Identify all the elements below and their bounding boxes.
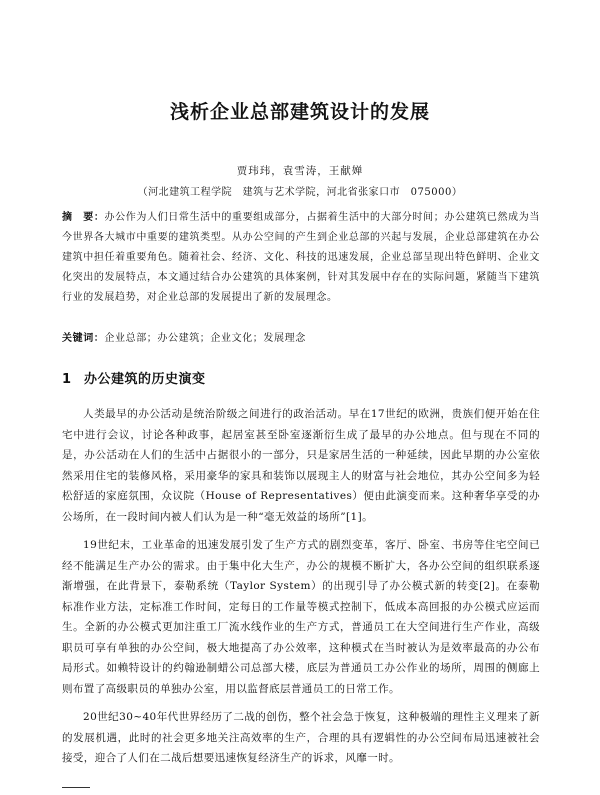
- section-number: 1: [62, 372, 72, 387]
- body-paragraph-1: 人类最早的办公活动是统治阶级之间进行的政治活动。早在17世纪的欧洲，贵族们便开始在住宅中进行会议，讨论各种政事，起居室甚至卧室逐渐衍生成了最早的办公地点。但与现在不同的是，办公活动在人们的生活中占据很小的一部分，只是家居生活的一种延续，因此早期的办公室依然采用住宅的装修风格，采用豪华的家具和装饰以展现主人的财富与社会地位，其办公空间多为轻松舒适的家庭氛围，众议院（House of Representatives）便由此演变而来。这种奢华享受的办公场所，在一段时间内被人们认为是一种“毫无效益的场所”[1]。: [62, 408, 540, 523]
- keywords: [62, 331, 540, 347]
- section-heading: [62, 368, 206, 387]
- abstract: [62, 208, 540, 308]
- footnote-rule: [62, 787, 90, 788]
- abstract-label: 摘 要：: [62, 212, 105, 223]
- keywords-text: 企业总部；办公建筑；企业文化；发展理念: [104, 333, 306, 344]
- section-title: 办公建筑的历史演变: [84, 372, 206, 387]
- author-list: 贾玮玮，袁雪涛，王献婵: [236, 165, 364, 177]
- paper-title: 浅析企业总部建筑设计的发展: [169, 101, 430, 123]
- body-paragraph-3: 20世纪30~40年代世界经历了二战的创伤，整个社会急于恢复，这种极端的理性主义理来了新的发展机遇，此时的社会更多地关注高效率的生产，合理的具有逻辑性的办公空间布局迅速被社会接受，迎合了人们在二战后想要迅速恢复经济生产的诉求，风靡一时。: [62, 711, 540, 764]
- keywords-label: 关键词：: [62, 333, 105, 344]
- body-paragraph-2: 19世纪末，工业革命的迅速发展引发了生产方式的剧烈变革，客厅、卧室、书房等住宅空间已经不能满足生产办公的需求。由于集中化大生产，办公的规模不断扩大，各办公空间的组织联系逐渐增强，在此背景下，泰勒系统（Taylor System）的出现引导了办公模式新的转变[2]。在泰勒标准作业方法，定标准工作时间，定每日的工作量等模式控制下，低成本高回报的办公模式应运而生。全新的办公模式更加注重工厂流水线作业的生产方式，普通员工在大空间进行生产作业，高级职员可享有单独的办公空间，极大地提高了办公效率，这种模式在当时被认为是效率最高的办公布局形式。如赖特设计的约翰逊制蜡公司总部大楼，底层为普通员工办公作业的场所，周围的侧廊上则布置了高级职员的单独办公室，用以监督底层普通员工的日常工作。: [62, 539, 540, 695]
- abstract-text: 办公作为人们日常生活中的重要组成部分，占据着生活中的大部分时间；办公建筑已然成为当今世界各大城市中重要的建筑类型。从办公空间的产生到企业总部的兴起与发展，企业总部建筑在办公建筑中担任着重要角色。随着社会、经济、文化、科技的迅速发展，企业总部呈现出特色鲜明、企业文化突出的发展特点，本文通过结合办公建筑的具体案例，针对其发展中存在的实际问题，紧随当下建筑行业的发展趋势，对企业总部的发展提出了新的发展理念。: [62, 212, 540, 303]
- author-affiliation: （河北建筑工程学院 建筑与艺术学院，河北省张家口市 075000）: [137, 187, 463, 198]
